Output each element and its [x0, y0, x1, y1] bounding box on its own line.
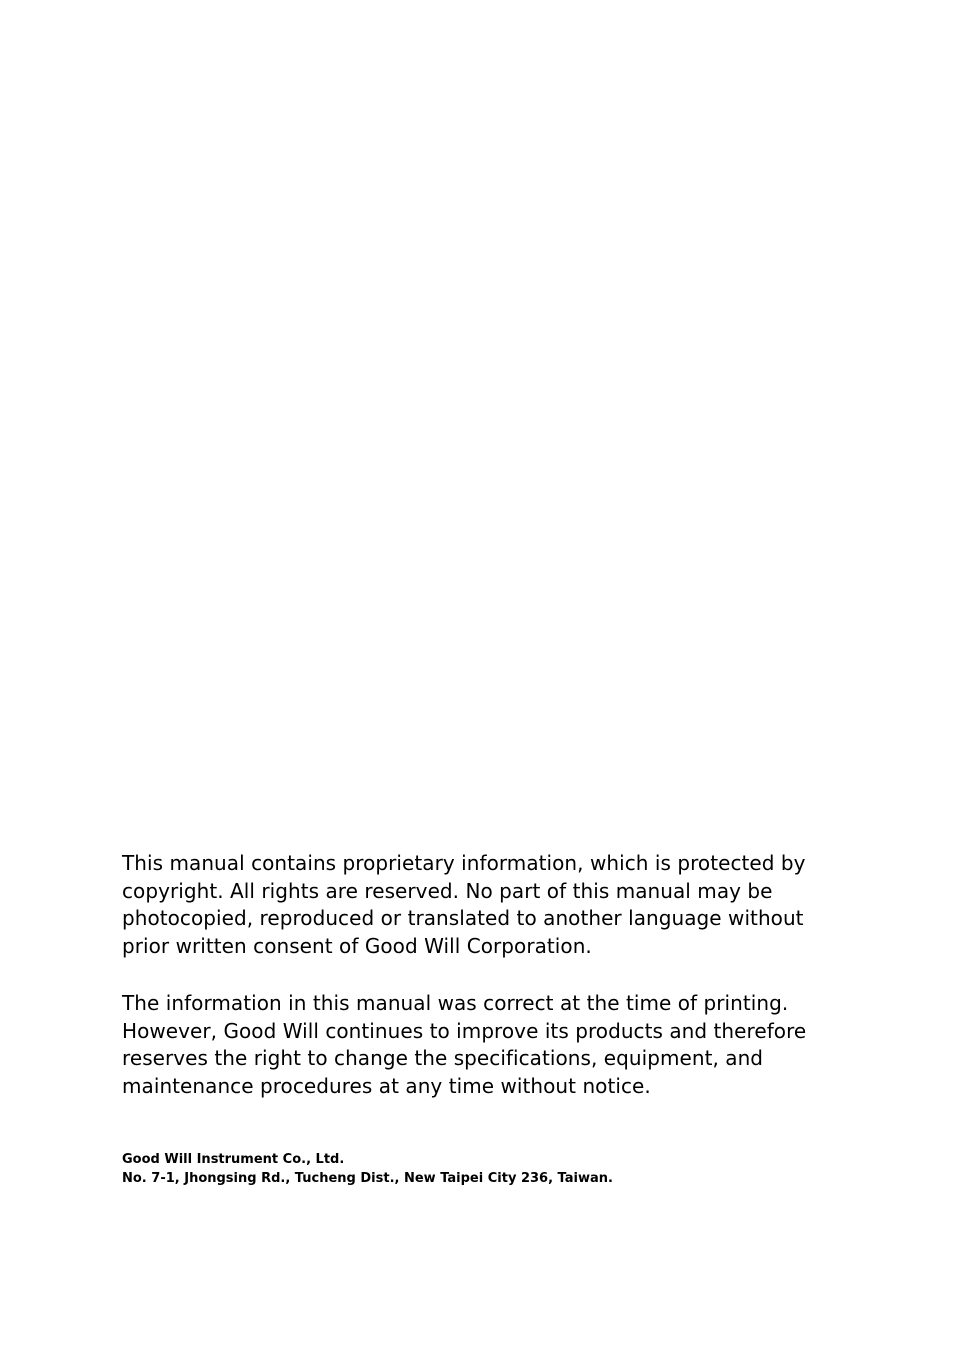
notice-line: prior written consent of Good Will Corporation.	[122, 933, 592, 958]
notice-line: However, Good Will continues to improve its products and therefore	[122, 1018, 807, 1043]
notice-line: This manual contains proprietary information, which is protected by	[122, 851, 806, 875]
company-name: Good Will Instrument Co., Ltd.	[122, 1152, 345, 1167]
notice-line: reserves the right to change the specifications, equipment, and	[122, 1046, 764, 1070]
notice-line: maintenance procedures at any time without notice.	[122, 1073, 651, 1098]
notice-line: copyright. All rights are reserved. No part of this manual may be	[122, 878, 773, 903]
disclaimer-paragraph	[122, 990, 822, 1100]
company-address: No. 7-1, Jhongsing Rd., Tucheng Dist., New Taipei City 236, Taiwan.	[122, 1171, 613, 1186]
company-info	[122, 1150, 822, 1188]
notice-line: The information in this manual was correct at the time of printing.	[122, 991, 789, 1015]
proprietary-notice-paragraph	[122, 850, 822, 960]
notice-line: photocopied, reproduced or translated to another language without	[122, 906, 804, 930]
copyright-notice	[122, 850, 822, 1100]
